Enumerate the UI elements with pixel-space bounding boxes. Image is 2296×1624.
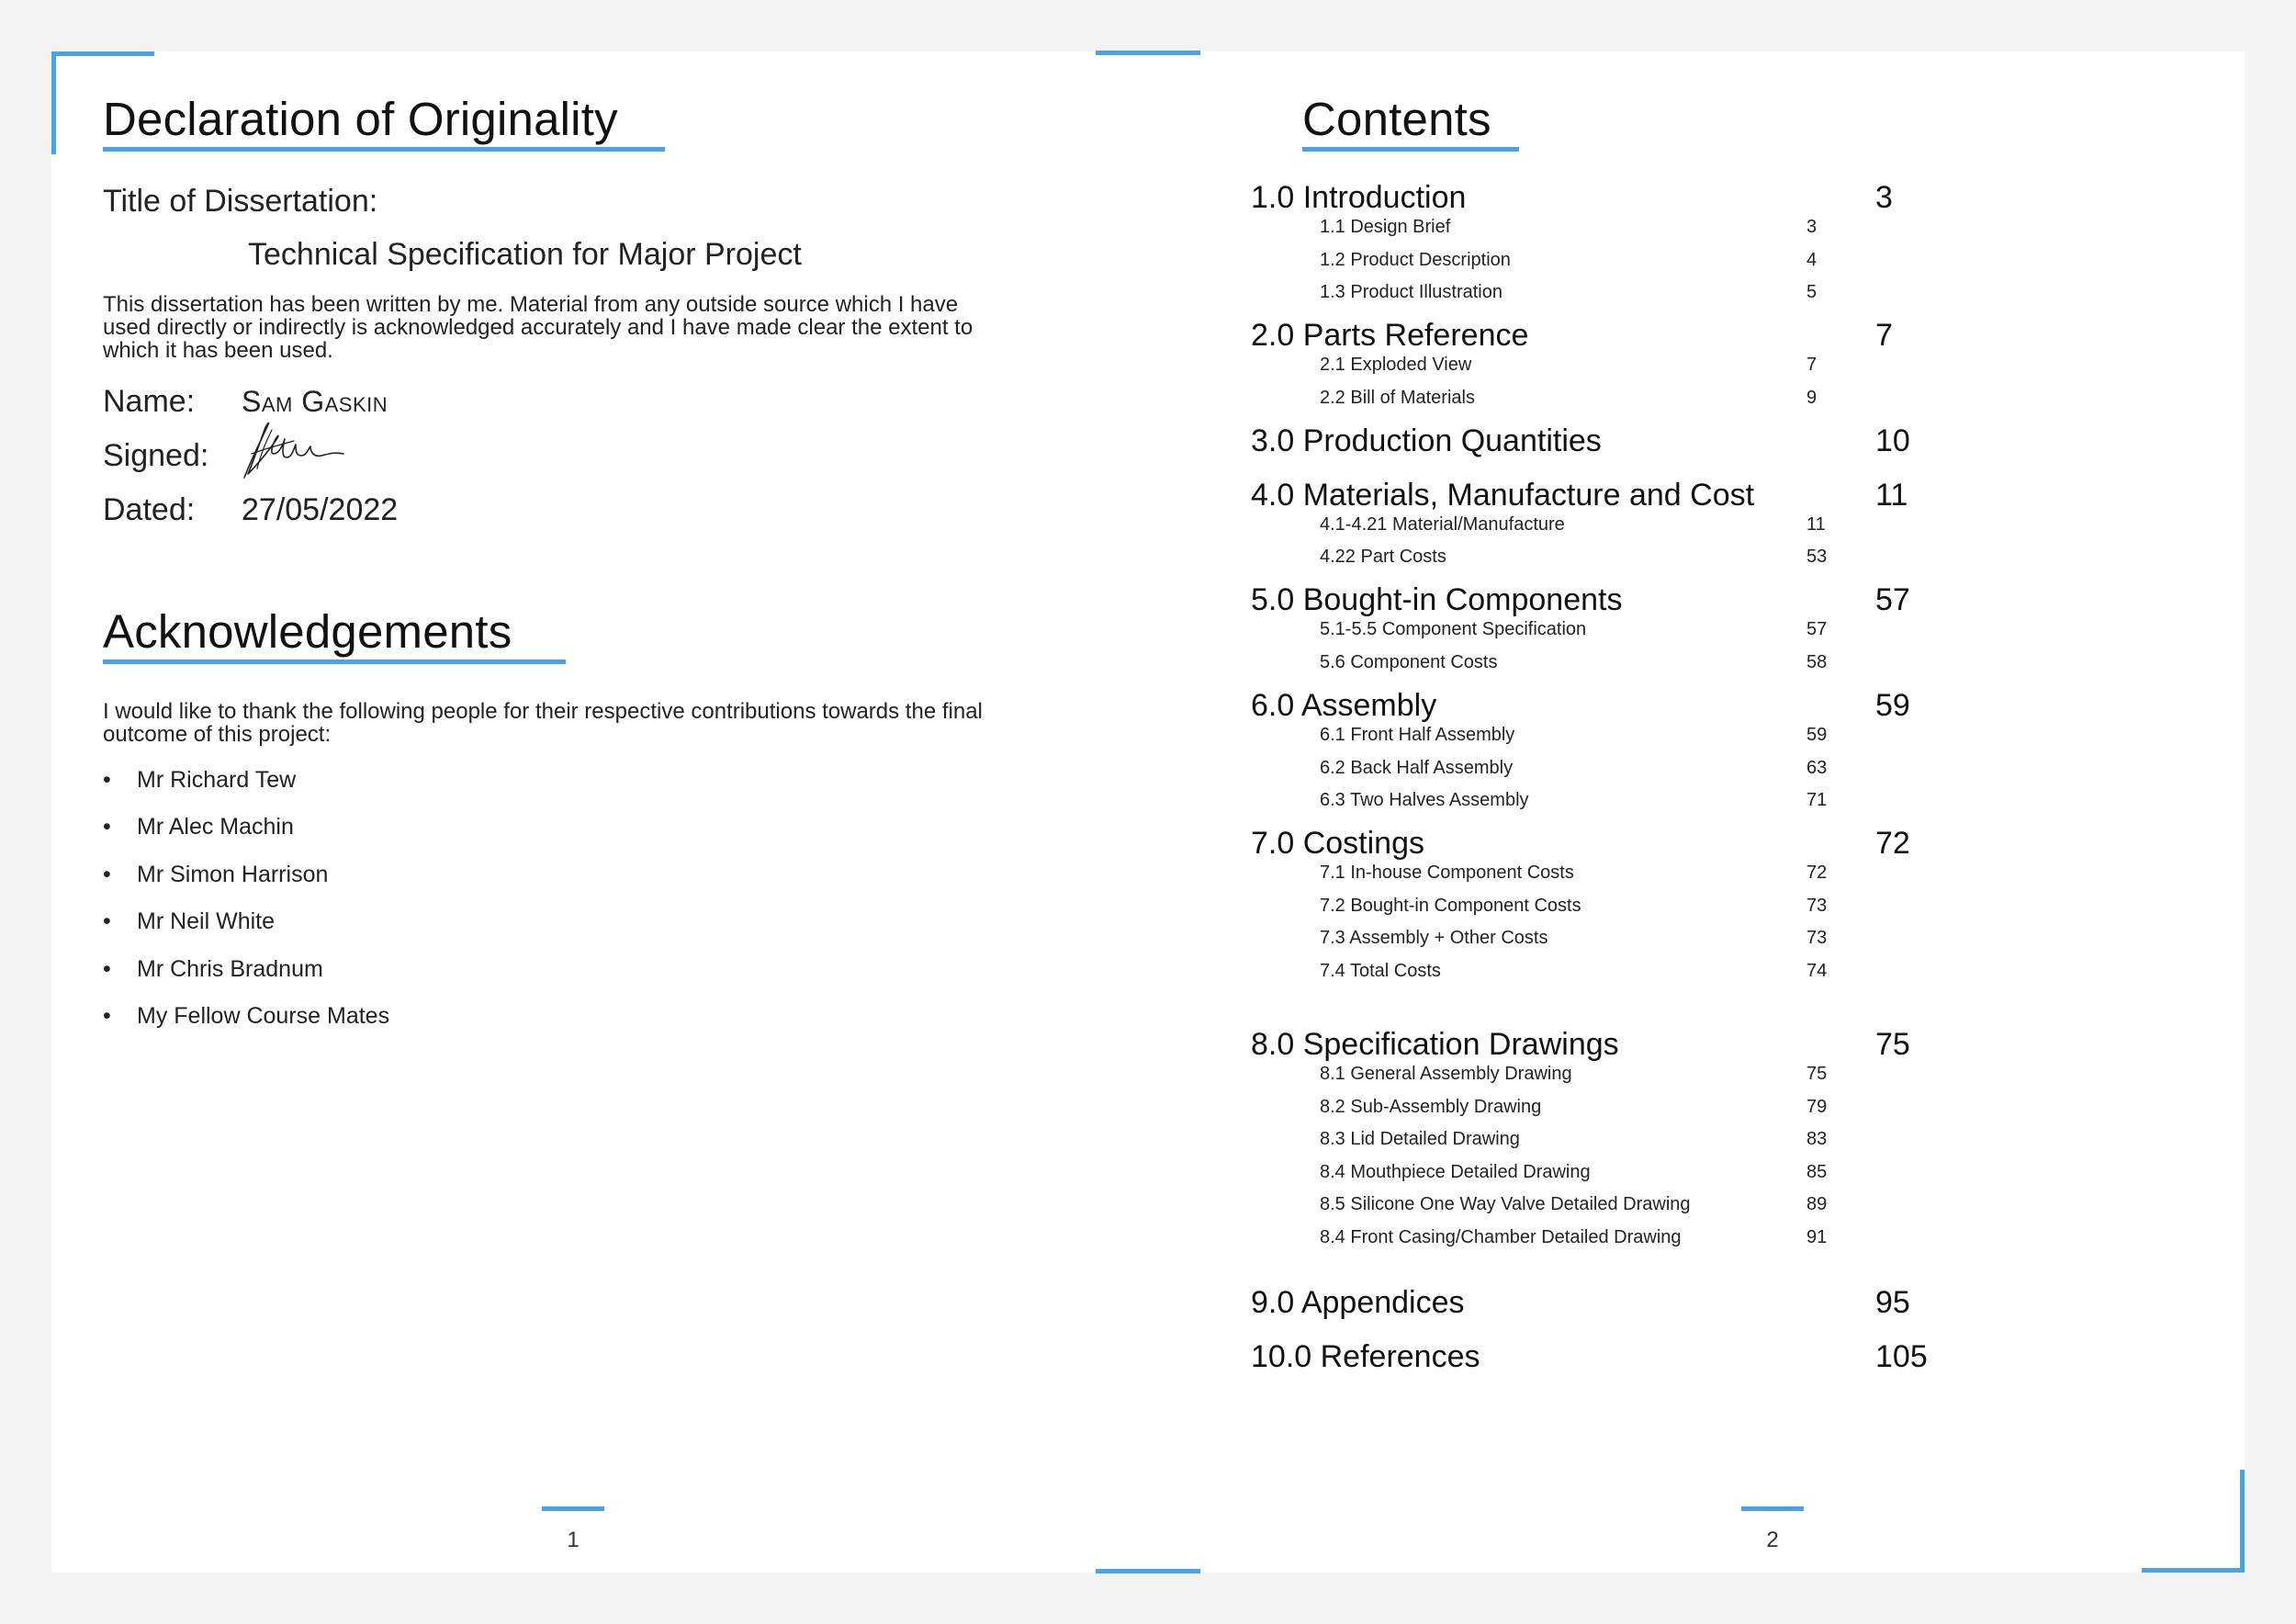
toc-subsection-title[interactable]: 4.22 Part Costs xyxy=(1320,547,1446,568)
bullet-icon: • xyxy=(103,861,111,887)
toc-subsection-title[interactable]: 8.2 Sub-Assembly Drawing xyxy=(1320,1096,1542,1117)
toc-section-title[interactable]: 5.0 Bought-in Components xyxy=(1251,582,1623,618)
originality-statement: This dissertation has been written by me. Material from any outside source which I have used directly or indirectly is acknowledged accurately and I have made clear the extent to which it has been used. xyxy=(103,292,974,363)
toc-section-page: 7 xyxy=(1875,318,1893,354)
toc-subsection-page: 73 xyxy=(1806,928,1828,949)
toc-subsection-page: 5 xyxy=(1806,282,1818,303)
toc-subsection-title[interactable]: 2.1 Exploded View xyxy=(1320,355,1472,376)
dated-label: Dated: xyxy=(103,492,196,527)
acknowledgements-heading: Acknowledgements xyxy=(103,605,512,658)
contents-heading-underline xyxy=(1302,147,1519,152)
toc-subsection-title[interactable]: 8.4 Mouthpiece Detailed Drawing xyxy=(1320,1161,1591,1182)
toc-subsection-page: 75 xyxy=(1806,1064,1828,1084)
toc-subsection-title[interactable]: 6.3 Two Halves Assembly xyxy=(1320,790,1529,811)
toc-subsection-page: 83 xyxy=(1806,1129,1828,1150)
toc-subsection-title[interactable]: 6.1 Front Half Assembly xyxy=(1320,725,1515,745)
signed-label: Signed: xyxy=(103,438,209,473)
list-item xyxy=(103,766,746,813)
toc-subsection-title[interactable]: 1.3 Product Illustration xyxy=(1320,282,1503,303)
toc-section-title[interactable]: 3.0 Production Quantities xyxy=(1251,423,1602,458)
toc-section-page: 105 xyxy=(1875,1339,1928,1374)
toc-subsection-title[interactable]: 8.4 Front Casing/Chamber Detailed Drawing xyxy=(1320,1227,1682,1247)
toc-subsection-page: 91 xyxy=(1806,1227,1828,1247)
list-item xyxy=(103,1002,746,1049)
list-item xyxy=(103,955,746,1002)
toc-subsection-page: 9 xyxy=(1806,387,1818,408)
toc-subsection-page: 11 xyxy=(1806,513,1826,535)
toc-section-title[interactable]: 7.0 Costings xyxy=(1251,826,1424,862)
toc-subsection-title[interactable]: 7.2 Bought-in Component Costs xyxy=(1320,895,1581,916)
acknowledgements-list xyxy=(103,766,746,1049)
toc-section-page: 11 xyxy=(1875,477,1908,513)
page-number-2: 2 xyxy=(1766,1528,1779,1552)
toc-section-page: 95 xyxy=(1875,1285,1910,1320)
bullet-icon: • xyxy=(103,814,111,840)
person-name: Mr Chris Bradnum xyxy=(137,955,323,982)
toc-subsection-page: 4 xyxy=(1806,249,1818,270)
toc-subsection-title[interactable]: 1.2 Product Description xyxy=(1320,249,1511,270)
toc-subsection-page: 85 xyxy=(1806,1161,1828,1182)
toc-section-title[interactable]: 2.0 Parts Reference xyxy=(1251,318,1529,354)
bullet-icon: • xyxy=(103,908,111,935)
page-number-accent-left xyxy=(542,1506,604,1511)
toc-section-title[interactable]: 6.0 Assembly xyxy=(1251,688,1437,723)
toc-section-title[interactable]: 10.0 References xyxy=(1251,1339,1480,1374)
toc-subsection-page: 79 xyxy=(1806,1096,1828,1117)
person-name: My Fellow Course Mates xyxy=(137,1002,390,1029)
page-number-accent-right xyxy=(1741,1506,1804,1511)
toc-section-page: 10 xyxy=(1875,423,1910,458)
contents-heading: Contents xyxy=(1302,93,1491,145)
toc-section-page: 75 xyxy=(1875,1027,1910,1062)
toc-subsection-page: 58 xyxy=(1806,651,1828,672)
toc-subsection-page: 53 xyxy=(1806,547,1828,568)
toc-subsection-page: 71 xyxy=(1806,790,1828,811)
toc-subsection-page: 59 xyxy=(1806,725,1828,745)
toc-subsection-title[interactable]: 4.1-4.21 Material/Manufacture xyxy=(1320,513,1565,535)
document-spread xyxy=(51,51,2245,1573)
toc-subsection-page: 63 xyxy=(1806,757,1828,778)
toc-section-title[interactable]: 8.0 Specification Drawings xyxy=(1251,1027,1619,1062)
title-of-dissertation-label: Title of Dissertation: xyxy=(103,184,378,219)
toc-subsection-page: 74 xyxy=(1806,960,1828,981)
toc-section-title[interactable]: 1.0 Introduction xyxy=(1251,180,1467,215)
toc-subsection-page: 57 xyxy=(1806,619,1828,640)
acknowledgements-intro: I would like to thank the following people for their respective contributions towards the final outcome of this project: xyxy=(103,699,983,747)
toc-subsection-title[interactable]: 5.1-5.5 Component Specification xyxy=(1320,619,1587,640)
toc-subsection-title[interactable]: 6.2 Back Half Assembly xyxy=(1320,757,1514,778)
dissertation-title: Technical Specification for Major Project xyxy=(248,237,802,272)
toc-subsection-title[interactable]: 7.1 In-house Component Costs xyxy=(1320,863,1574,884)
signature-date: 27/05/2022 xyxy=(242,492,399,527)
person-name: Mr Neil White xyxy=(137,908,276,935)
toc-section-page: 72 xyxy=(1875,826,1910,862)
toc-subsection-page: 73 xyxy=(1806,895,1828,916)
declaration-heading-underline xyxy=(103,147,665,152)
bullet-icon: • xyxy=(103,1002,111,1029)
page-number-1: 1 xyxy=(567,1528,580,1552)
list-item xyxy=(103,861,746,908)
toc-section-page: 3 xyxy=(1875,180,1893,215)
author-name: Sam Gaskin xyxy=(242,385,388,418)
acknowledgements-heading-underline xyxy=(103,660,566,664)
list-item xyxy=(103,908,746,954)
bullet-icon: • xyxy=(103,767,111,793)
signature-image xyxy=(239,417,349,483)
toc-subsection-title[interactable]: 1.1 Design Brief xyxy=(1320,217,1451,237)
toc-subsection-title[interactable]: 8.3 Lid Detailed Drawing xyxy=(1320,1129,1520,1150)
toc-section-page: 59 xyxy=(1875,688,1910,723)
person-name: Mr Alec Machin xyxy=(137,814,294,840)
toc-subsection-title[interactable]: 8.5 Silicone One Way Valve Detailed Drawing xyxy=(1320,1194,1691,1215)
toc-subsection-title[interactable]: 7.4 Total Costs xyxy=(1320,960,1441,981)
bullet-icon: • xyxy=(103,955,111,982)
declaration-heading: Declaration of Originality xyxy=(103,93,618,145)
toc-subsection-page: 72 xyxy=(1806,863,1828,884)
person-name: Mr Richard Tew xyxy=(137,767,297,793)
toc-subsection-page: 89 xyxy=(1806,1194,1828,1215)
toc-section-page: 57 xyxy=(1875,582,1910,618)
toc-subsection-page: 7 xyxy=(1806,355,1818,376)
name-label: Name: xyxy=(103,384,196,419)
list-item xyxy=(103,813,746,860)
toc-subsection-title[interactable]: 7.3 Assembly + Other Costs xyxy=(1320,928,1548,949)
toc-subsection-title[interactable]: 2.2 Bill of Materials xyxy=(1320,387,1475,408)
toc-subsection-title[interactable]: 8.1 General Assembly Drawing xyxy=(1320,1064,1572,1084)
toc-subsection-page: 3 xyxy=(1806,217,1818,237)
toc-section-title[interactable]: 9.0 Appendices xyxy=(1251,1285,1465,1320)
toc-subsection-title[interactable]: 5.6 Component Costs xyxy=(1320,651,1498,672)
person-name: Mr Simon Harrison xyxy=(137,861,329,887)
page-left xyxy=(51,51,1148,1573)
toc-section-title[interactable]: 4.0 Materials, Manufacture and Cost xyxy=(1251,477,1755,513)
